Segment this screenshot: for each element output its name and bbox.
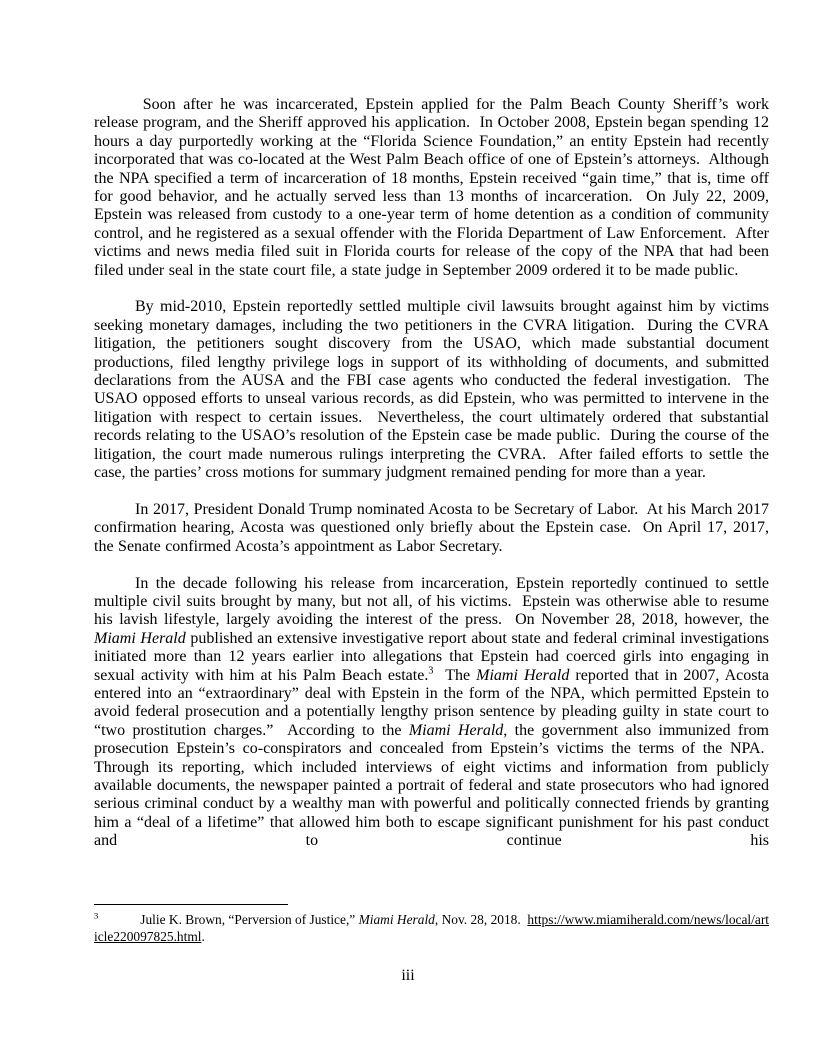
footnote-area (94, 904, 769, 945)
miami-herald-italic: Miami Herald (408, 721, 504, 739)
page-number: iii (401, 967, 415, 984)
paragraph-1: Soon after he was incarcerated, Epstein applied for the Palm Beach County Sheriff’s work release program, and the Sheriff approved his application. In October 2008, Epstein began spending 12 hours a day purportedly working at the “Florida Science Foundation,” an entity Epstein had recently incorporated that was co-located at the West Palm Beach office of one of Epstein’s attorneys. Although the NPA specified a term of incarceration of 18 months, Epstein received “gain time,” that is, time off for good behavior, and he actually served less than 13 months of incarceration. On July 22, 2009, Epstein was released from custody to a one-year term of home detention as a condition of community control, and he registered as a sexual offender with the Florida Department of Law Enforcement. After victims and news media filed suit in Florida courts for release of the copy of the NPA that had been filed under seal in the state court file, a state judge in September 2009 ordered it to be made public. (94, 96, 769, 279)
paragraph-4-text: , the government also immunized from prosecution Epstein’s co-conspirators and concealed from Epstein’s victims the terms of the NPA. Through its reporting, which included interviews of eight victims and information from publicly available documents, the newspaper painted a portrait of federal and state prosecutors who had ignored serious criminal conduct by a wealthy man with powerful and politically connected friends by granting him a “deal of a lifetime” that allowed him both to escape significant punishment for his past conduct and to continue his (94, 721, 769, 850)
paragraph-2: By mid-2010, Epstein reportedly settled multiple civil lawsuits brought against him by victims seeking monetary damages, including the two petitioners in the CVRA litigation. During the CVRA litigation, the petitioners sought discovery from the USAO, which made substantial document productions, filed lengthy privilege logs in support of its withholding of documents, and submitted declarations from the AUSA and the FBI case agents who conducted the federal investigation. The USAO opposed efforts to unseal various records, as did Epstein, who was permitted to intervene in the litigation with respect to certain issues. Nevertheless, the court ultimately ordered that substantial records relating to the USAO’s resolution of the Epstein case be made public. During the course of the litigation, the court made numerous rulings interpreting the CVRA. After failed efforts to settle the case, the parties’ cross motions for summary judgment remained pending for more than a year. (94, 298, 769, 482)
footnote-text: . (201, 929, 205, 944)
paragraph-4-text: The (433, 666, 477, 684)
paragraph-4-text: published an extensive investigative report about state and federal criminal investigations initiated more than 12 years earlier into allegations that Epstein had coerced girls into engaging in sexual activity with him at his Palm Beach estate. (94, 629, 769, 684)
paragraph-4-text: In the decade following his release from incarceration, Epstein reportedly continued to settle multiple civil suits brought by many, but not all, of his victims. Epstein was otherwise able to resume his lavish lifestyle, largely avoiding the interest of the press. On November 28, 2018, however, the (94, 574, 769, 629)
footnote-text: Julie K. Brown, “Perversion of Justice,” (140, 912, 359, 927)
footnote-separator-rule (94, 904, 288, 905)
footnote-url-link[interactable]: https://www.miamiherald.com/news/local/article220097825.html (94, 912, 769, 944)
miami-herald-italic: Miami Herald (476, 666, 570, 684)
paragraph-4-text: reported that in 2007, Acosta entered into an “extraordinary” deal with Epstein in the form of the NPA, which permitted Epstein to avoid federal prosecution and a potentially lengthy prison sentence by pleading guilty in state court to “two prostitution charges.” According to the (94, 666, 770, 739)
miami-herald-italic: Miami Herald (94, 629, 186, 647)
footnote-marker: 3 (94, 910, 99, 921)
footnote-reference-3: 3 (428, 665, 434, 677)
paragraph-3: In 2017, President Donald Trump nominated Acosta to be Secretary of Labor. At his March 2017 confirmation hearing, Acosta was questioned only briefly about the Epstein case. On April 17, 2017, the Senate confirmed Acosta’s appointment as Labor Secretary. (94, 500, 769, 555)
paragraph-4 (94, 575, 769, 851)
footnote-text: , Nov. 28, 2018. (434, 912, 528, 927)
miami-herald-italic: Miami Herald (358, 912, 435, 927)
footnote-3 (94, 911, 769, 945)
document-body (94, 96, 769, 851)
